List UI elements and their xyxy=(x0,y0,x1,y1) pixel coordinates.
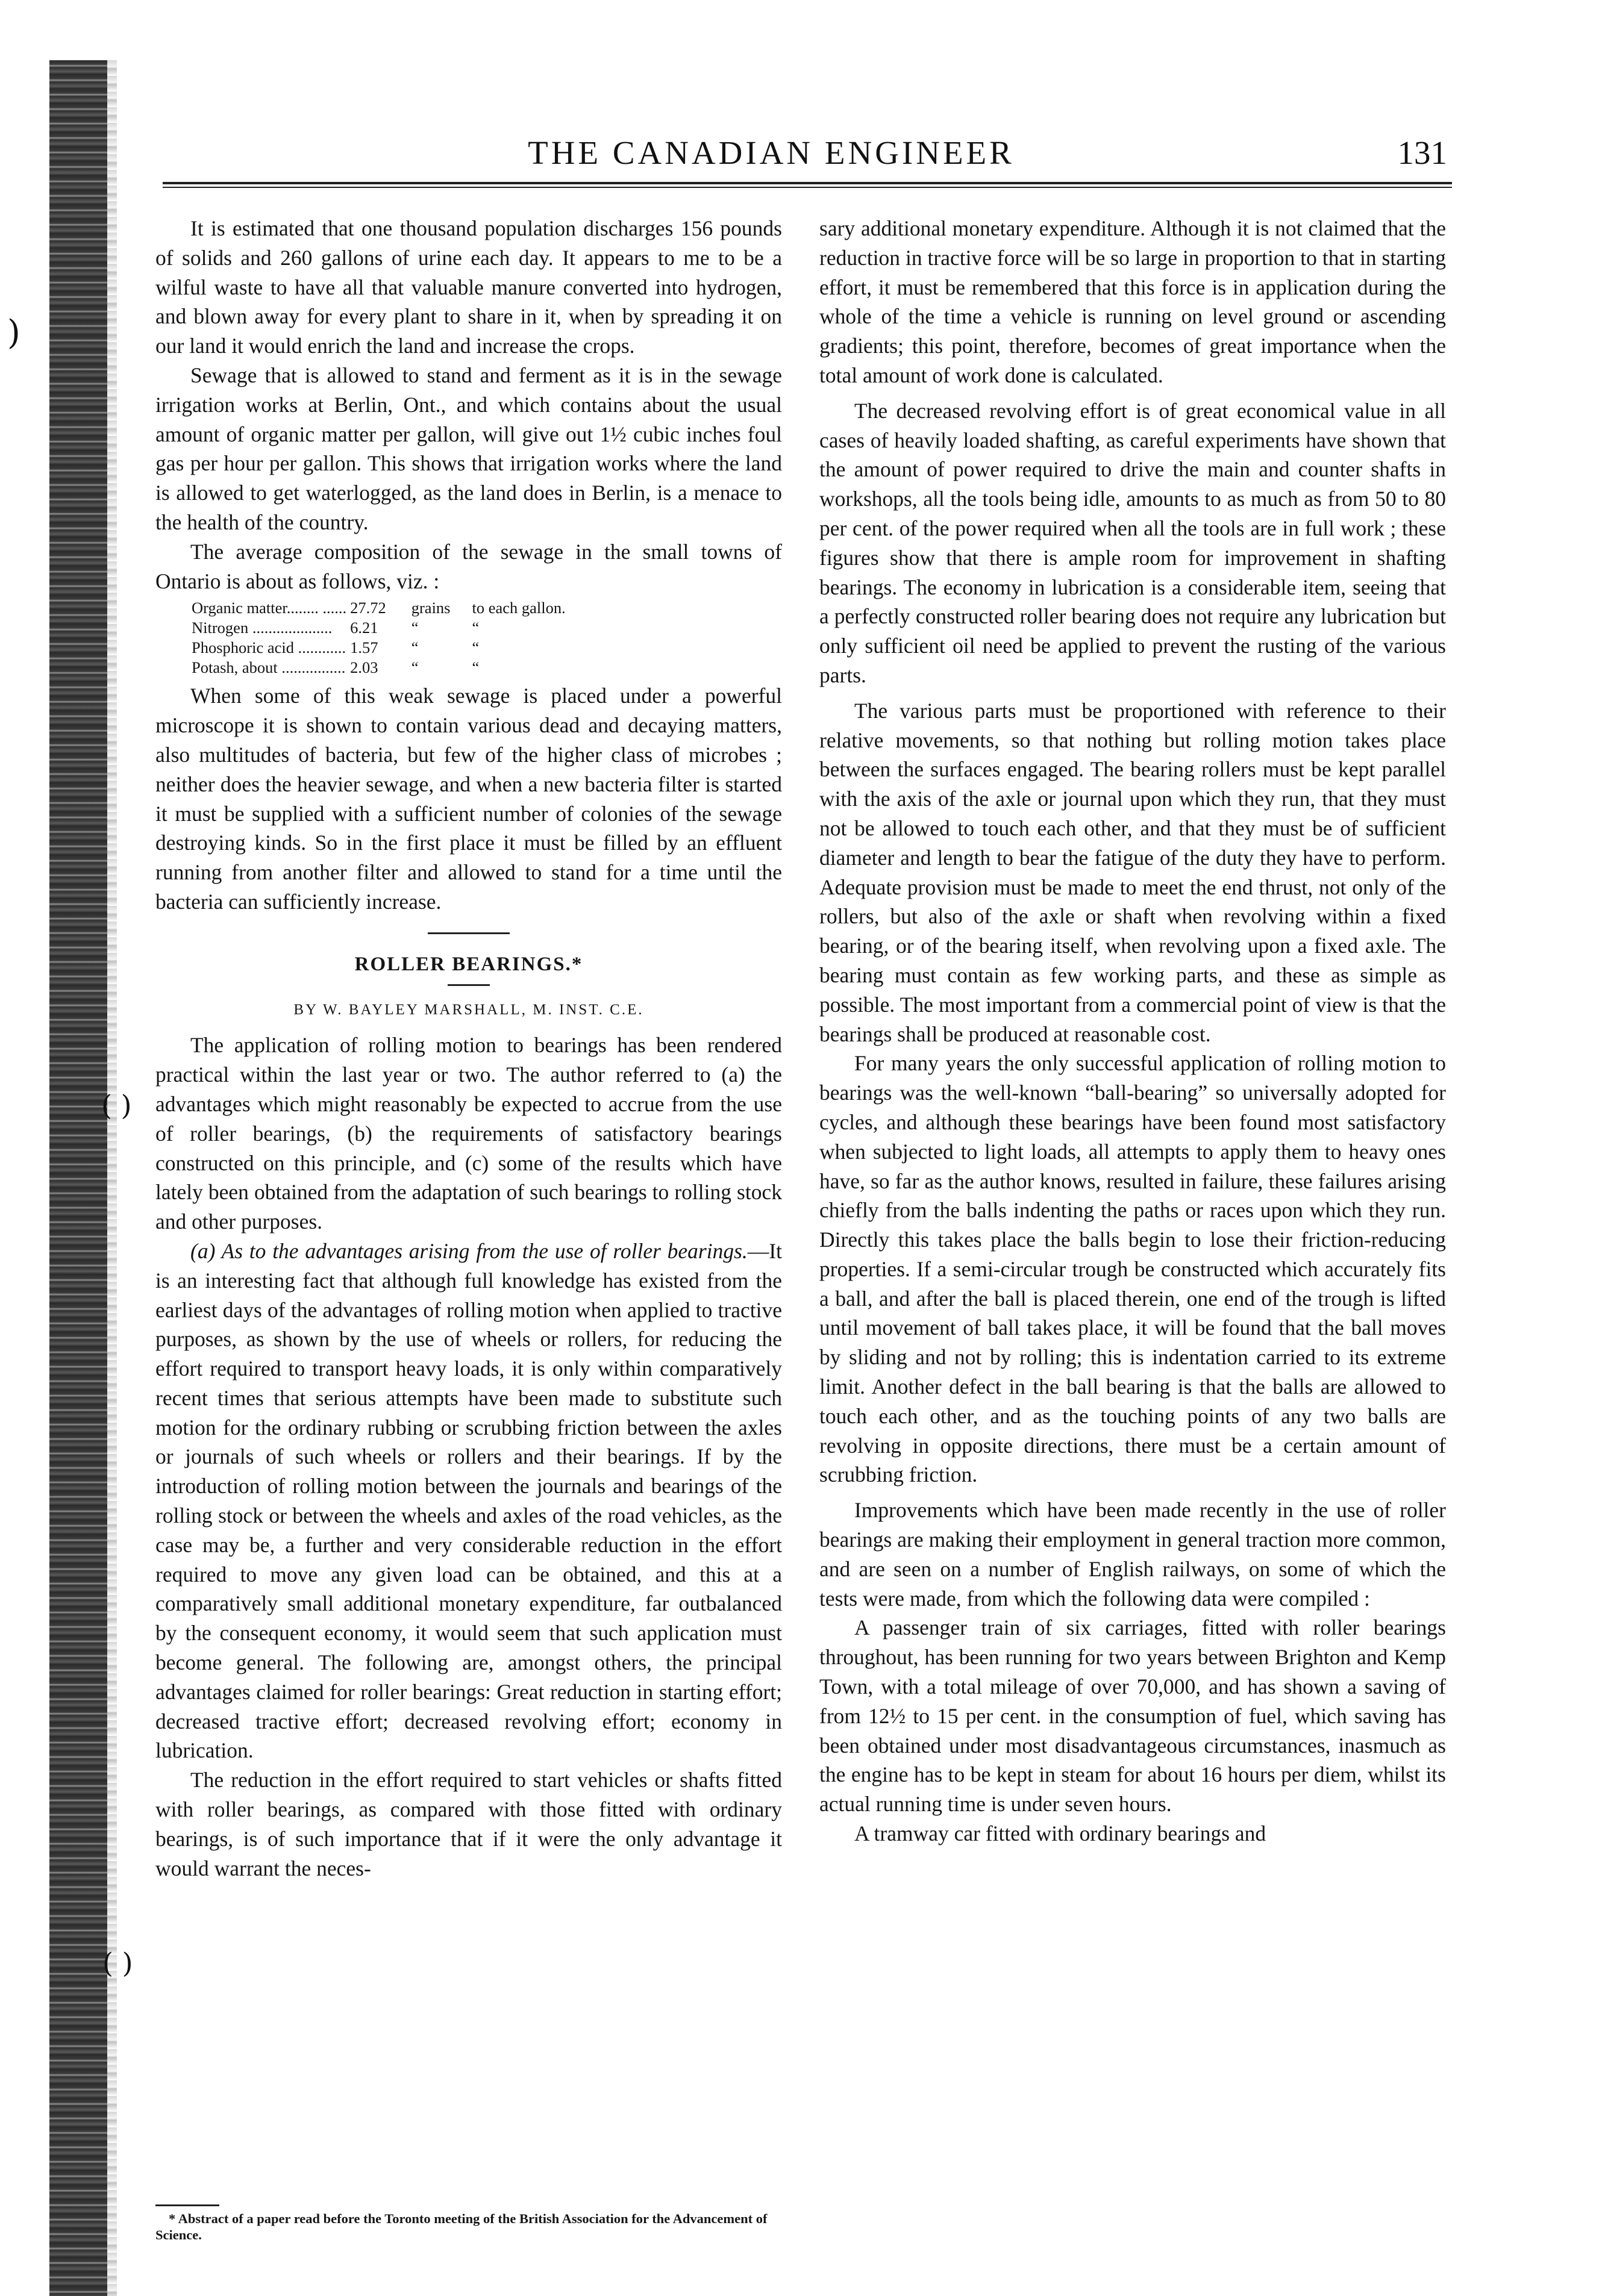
footnote-rule xyxy=(155,2204,219,2206)
header-rule-bottom xyxy=(163,187,1452,188)
article-byline: BY W. BAYLEY MARSHALL, M. INST. C.E. xyxy=(293,1001,644,1018)
composition-unit: “ xyxy=(411,619,419,637)
composition-value: 2.03 xyxy=(350,658,378,677)
page-header xyxy=(163,134,1452,181)
composition-row xyxy=(192,658,566,678)
composition-value: 27.72 xyxy=(350,599,386,617)
paragraph: sary additional monetary expenditure. Although it is not claimed that the reduction in tractive force will be so large in proportion to that in starting effort, it must be remembered that this force is in application during the whole of the time a vehicle is running on level ground or ascending gradients; this point, therefore, becomes of great importance when the total amount of work done is calculated. xyxy=(819,216,1446,387)
paragraph: The decreased revolving effort is of great economical value in all cases of heavily loaded shafting, as careful experiments have shown that the amount of power required to drive the main and counter shafts in workshops, all the tools being idle, amounts to as much as from 50 to 80 per cent. of the power required when all the tools are in full work ; these figures show that there is ample room for improvement in shafting bearings. The economy in lubrication is a considerable item, seeing that a perfectly constructed roller bearing does not require any lubrication but only sufficient oil need be applied to prevent the rusting of the various parts. xyxy=(819,398,1446,687)
paragraph: The application of rolling motion to bearings has been rendered practical within the last year or two. The author referred to (a) the advantages which might reasonably be expected to accrue from the use of roller bearings, (b) the requirements of satisfactory bearings constructed on this principle, and (c) some of the results which have lately been obtained from the adaptation of such bearings to rolling stock and other purposes. xyxy=(155,1033,782,1234)
header-rule-top xyxy=(163,182,1452,184)
composition-note: to each gallon. xyxy=(472,599,566,617)
subsection-text: —It is an interesting fact that although full knowledge has existed from the earliest days of the advantages of rolling motion when applied to tractive purposes, as shown by the use of wheels or rollers, for reducing the effort required to transport heavy loads, it is only within comparatively recent times that serious attempts have been made to substitute such motion for the ordinary rubbing or scrubbing friction between the axles or journals of such wheels or rollers and their bearings. If by the introduction of rolling motion between the journals and bearings of the rolling stock or between the wheels and axles of the road vehicles, as the case may be, a further and very considerable reduction in the effort required to move any given load can be obtained, and this at a comparatively small additional monetary expenditure, far outbalanced by the consequent economy, it would seem that such application must become general. The following are, amongst others, the principal advantages claimed for roller bearings: Great reduction in starting effort; decreased tractive effort; decreased revolving effort; economy in lubrication. xyxy=(155,1238,782,1763)
paragraph: The various parts must be proportioned with reference to their relative movements, so that nothing but rolling motion takes place between the surfaces engaged. The bearing rollers must be kept parallel with the axis of the axle or journal upon which they run, that they must not be allowed to touch each other, and that they must be of sufficient diameter and length to bear the fatigue of the duty they have to perform. Adequate provision must be made to meet the end thrust, not only of the rollers, but also of the axle or shaft when revolving within a fixed bearing, or of the bearing itself, when revolving upon a fixed axle. The bearing must contain as few working parts, and these as simple as possible. The most important from a commercial point of view is that the bearings shall be produced at reasonable cost. xyxy=(819,698,1446,1046)
subsection-heading: (a) As to the advantages arising from the use of roller bearings. xyxy=(190,1238,748,1263)
composition-note: “ xyxy=(472,619,480,637)
running-title: THE CANADIAN ENGINEER xyxy=(528,134,1015,171)
intro-paragraphs xyxy=(155,214,782,596)
book-binding-edge xyxy=(49,60,107,2296)
article-title: ROLLER BEARINGS.* xyxy=(354,953,583,975)
paragraph: Improvements which have been made recently in the use of roller bearings are making their employment in general traction more common, and are seen on a number of English railways, on some of which the tests were made, from which the following data were compiled : xyxy=(819,1498,1446,1611)
paragraph: It is estimated that one thousand population discharges 156 pounds of solids and 260 gallons of urine each day. It appears to me to be a wilful waste to have all that valuable manure converted into hydrogen, and blown away for every plant to share in it, when by spreading it on our land it would enrich the land and increase the crops. xyxy=(155,216,782,358)
composition-name: Potash, about ................ xyxy=(192,658,346,677)
footnote: * Abstract of a paper read before the Toronto meeting of the British Association for the Advancement of Science. xyxy=(155,2211,768,2242)
composition-unit: “ xyxy=(411,658,419,677)
margin-paren-mark: ( ) xyxy=(101,1089,132,1121)
composition-name: Phosphoric acid ............ xyxy=(192,638,346,657)
sewage-composition-table xyxy=(192,598,566,678)
composition-note: “ xyxy=(472,638,480,657)
composition-value: 6.21 xyxy=(350,619,378,637)
paragraph: A passenger train of six carriages, fitted with roller bearings throughout, has been running for two years between Brighton and Kemp Town, with a total mileage of over 70,000, and has shown a saving of from 12½ to 15 per cent. in the consumption of fuel, which saving has been obtained under most disadvantageous circumstances, inasmuch as the engine has to be kept in steam for about 16 hours per diem, whilst its actual running time is under seven hours. xyxy=(819,1615,1446,1817)
left-column xyxy=(155,214,782,1883)
paragraph: Sewage that is allowed to stand and ferment as it is in the sewage irrigation works at Berlin, Ont., and which contains about the usual amount of organic matter per gallon, will give out 1½ cubic inches foul gas per hour per gallon. This shows that irrigation works where the land is allowed to get waterlogged, as the land does in Berlin, is a menace to the health of the country. xyxy=(155,363,782,534)
paragraph: The average composition of the sewage in the small towns of Ontario is about as follows, viz. : xyxy=(155,539,782,593)
composition-row xyxy=(192,638,566,658)
margin-bracket-mark: ) xyxy=(7,313,20,352)
paragraph: The reduction in the effort required to start vehicles or shafts fitted with roller bearings, as compared with those fitted with ordinary bearings, is of such importance that if it were the only advantage it would warrant the neces- xyxy=(155,1768,782,1880)
composition-unit: “ xyxy=(411,638,419,657)
right-column xyxy=(819,214,1446,1848)
composition-row xyxy=(192,618,566,638)
subsection-paragraph xyxy=(155,1237,782,1765)
composition-name: Organic matter........ ...... xyxy=(192,599,347,617)
page-number: 131 xyxy=(1397,134,1447,171)
title-underline xyxy=(448,984,490,986)
paragraph: A tramway car fitted with ordinary bearings and xyxy=(854,1821,1266,1846)
paragraph: For many years the only successful application of rolling motion to bearings was the well-known “ball-bearing” so universally adopted for cycles, and although these bearings have been found most satisfactory when subjected to light loads, all attempts to apply them to heavy ones have, so far as the author knows, resulted in failure, these failures arising chiefly from the balls indenting the paths or races upon which they run. Directly this takes place the balls begin to lose their friction-reducing properties. If a semi-circular trough be constructed which accurately fits a ball, and after the ball is placed therein, one end of the trough is lifted until movement of ball takes place, it will be found that the ball moves by sliding and not by rolling; this is indentation carried to its extreme limit. Another defect in the ball bearing is that the balls are allowed to touch each other, and as the touching points of any two balls are revolving in opposite directions, there must be a certain amount of scrubbing friction. xyxy=(819,1051,1446,1487)
composition-note: “ xyxy=(472,658,480,677)
composition-name: Nitrogen .................... xyxy=(192,619,333,637)
composition-row xyxy=(192,598,566,618)
paragraph: When some of this weak sewage is placed under a powerful microscope it is shown to contain various dead and decaying matters, also multitudes of bacteria, but few of the higher class of microbes ; neither does the heavier sewage, and when a new bacteria filter is started it must be supplied with a sufficient number of colonies of the sewage destroying kinds. So in the first place it must be filled by an effluent running from another filter and allowed to stand for a time until the bacteria can sufficiently increase. xyxy=(155,684,782,914)
composition-unit: grains xyxy=(411,599,451,617)
section-divider xyxy=(428,932,510,934)
margin-paren-mark-lower: ( ) xyxy=(102,1947,133,1979)
composition-value: 1.57 xyxy=(350,638,378,657)
